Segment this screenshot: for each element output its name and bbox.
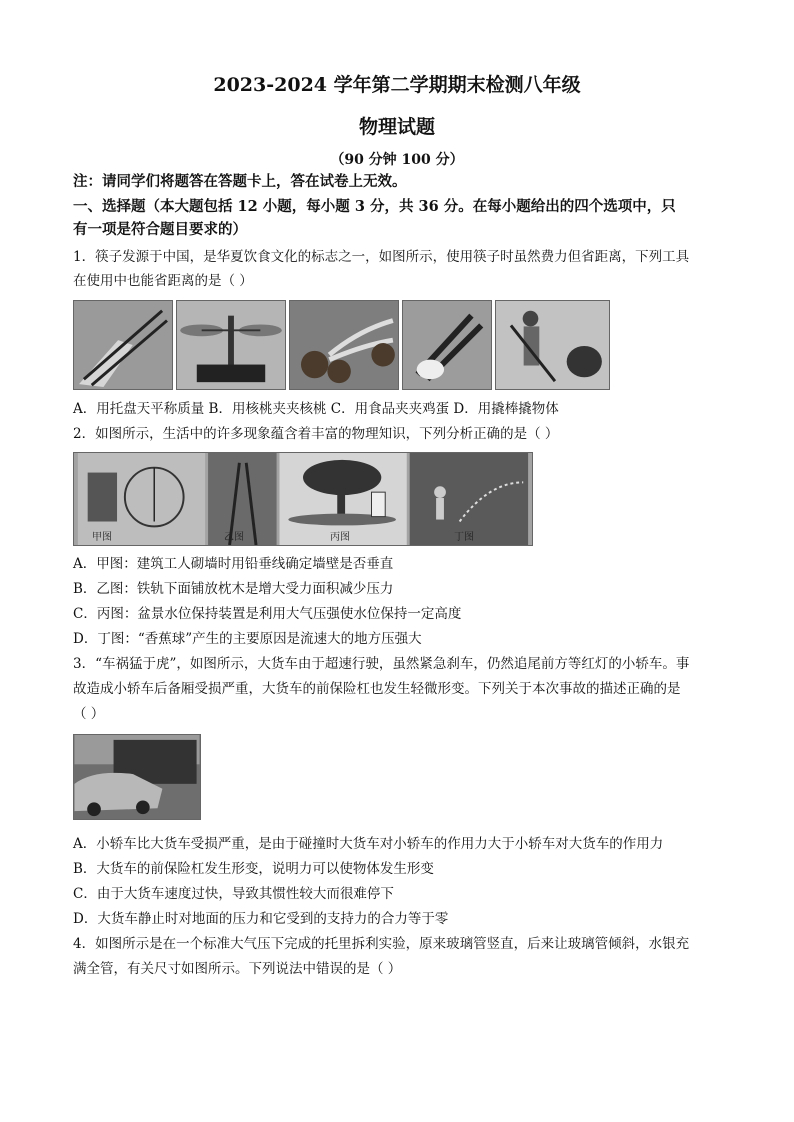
q2-option-d: D．丁图：“香蕉球”产生的主要原因是流速大的地方压强大 [73,631,422,647]
q2-caption-yi: 乙图 [224,532,244,543]
exam-title: 2023-2024 学年第二学期期末检测八年级 [213,74,581,96]
q4-stem-line2: 满全管，有关尺寸如图所示。下列说法中错误的是（ ） [73,961,402,977]
q1-stem-line1: 1．筷子发源于中国，是华夏饮食文化的标志之一，如图所示，使用筷子时虽然费力但省距离，下列工具 [73,249,690,265]
crowbar-photo [495,300,610,390]
q3-stem-line3: （ ） [73,706,105,722]
q2-caption-ding: 丁图 [454,532,474,543]
q1-stem-line2: 在使用中也能省距离的是（ ） [73,273,253,289]
q2-option-c: C．丙图：盆景水位保持装置是利用大气压强使水位保持一定高度 [73,606,462,622]
section-heading-line1: 一、选择题（本大题包括 12 小题，每小题 3 分，共 36 分。在每小题给出的四个选项中，只 [73,198,676,215]
truck-accident-photo [73,734,201,820]
nutcracker-photo [289,300,399,390]
q1-options: A．用托盘天平称质量 B．用核桃夹夹核桃 C．用食品夹夹鸡蛋 D．用撬棒撬物体 [73,401,559,417]
exam-subject: 物理试题 [358,116,435,138]
q3-option-c: C．由于大货车速度过快，导致其惯性较大而很难停下 [73,886,394,902]
q3-stem-line2: 故造成小轿车后备厢受损严重，大货车的前保险杠也发生轻微形变。下列关于本次事故的描述正确的是 [73,681,681,697]
q2-caption-jia: 甲图 [92,532,112,543]
q1-figure-row [73,300,610,390]
q2-option-a: A．甲图：建筑工人砌墙时用铅垂线确定墙壁是否垂直 [73,556,394,572]
q3-option-b: B．大货车的前保险杠发生形变，说明力可以使物体发生形变 [73,861,434,877]
section-heading-line2: 有一项是符合题目要求的） [73,221,247,238]
q2-option-b: B．乙图：铁轨下面铺放枕木是增大受力面积减少压力 [73,581,394,597]
q2-caption-bing: 丙图 [330,532,350,543]
q4-stem-line1: 4．如图所示是在一个标准大气压下完成的托里拆利实验，原来玻璃管竖直，后来让玻璃管倾斜，水银充 [73,936,690,952]
q2-figure [73,452,533,546]
balance-scale-photo [176,300,286,390]
q3-option-a: A．小轿车比大货车受损严重，是由于碰撞时大货车对小轿车的作用力大于小轿车对大货车的作用力 [73,836,664,852]
exam-note: 注：请同学们将题答在答题卡上，答在试卷上无效。 [73,173,407,190]
exam-time-score: （90 分钟 100 分） [330,152,464,168]
q3-stem-line1: 3．“车祸猛于虎”，如图所示，大货车由于超速行驶，虽然紧急刹车，仍然追尾前方等红灯的小轿车。事 [73,656,690,672]
q2-stem: 2．如图所示，生活中的许多现象蕴含着丰富的物理知识，下列分析正确的是（ ） [73,426,559,442]
q3-option-d: D．大货车静止时对地面的压力和它受到的支持力的合力等于零 [73,911,449,927]
food-tongs-photo [402,300,492,390]
chopsticks-photo [73,300,173,390]
